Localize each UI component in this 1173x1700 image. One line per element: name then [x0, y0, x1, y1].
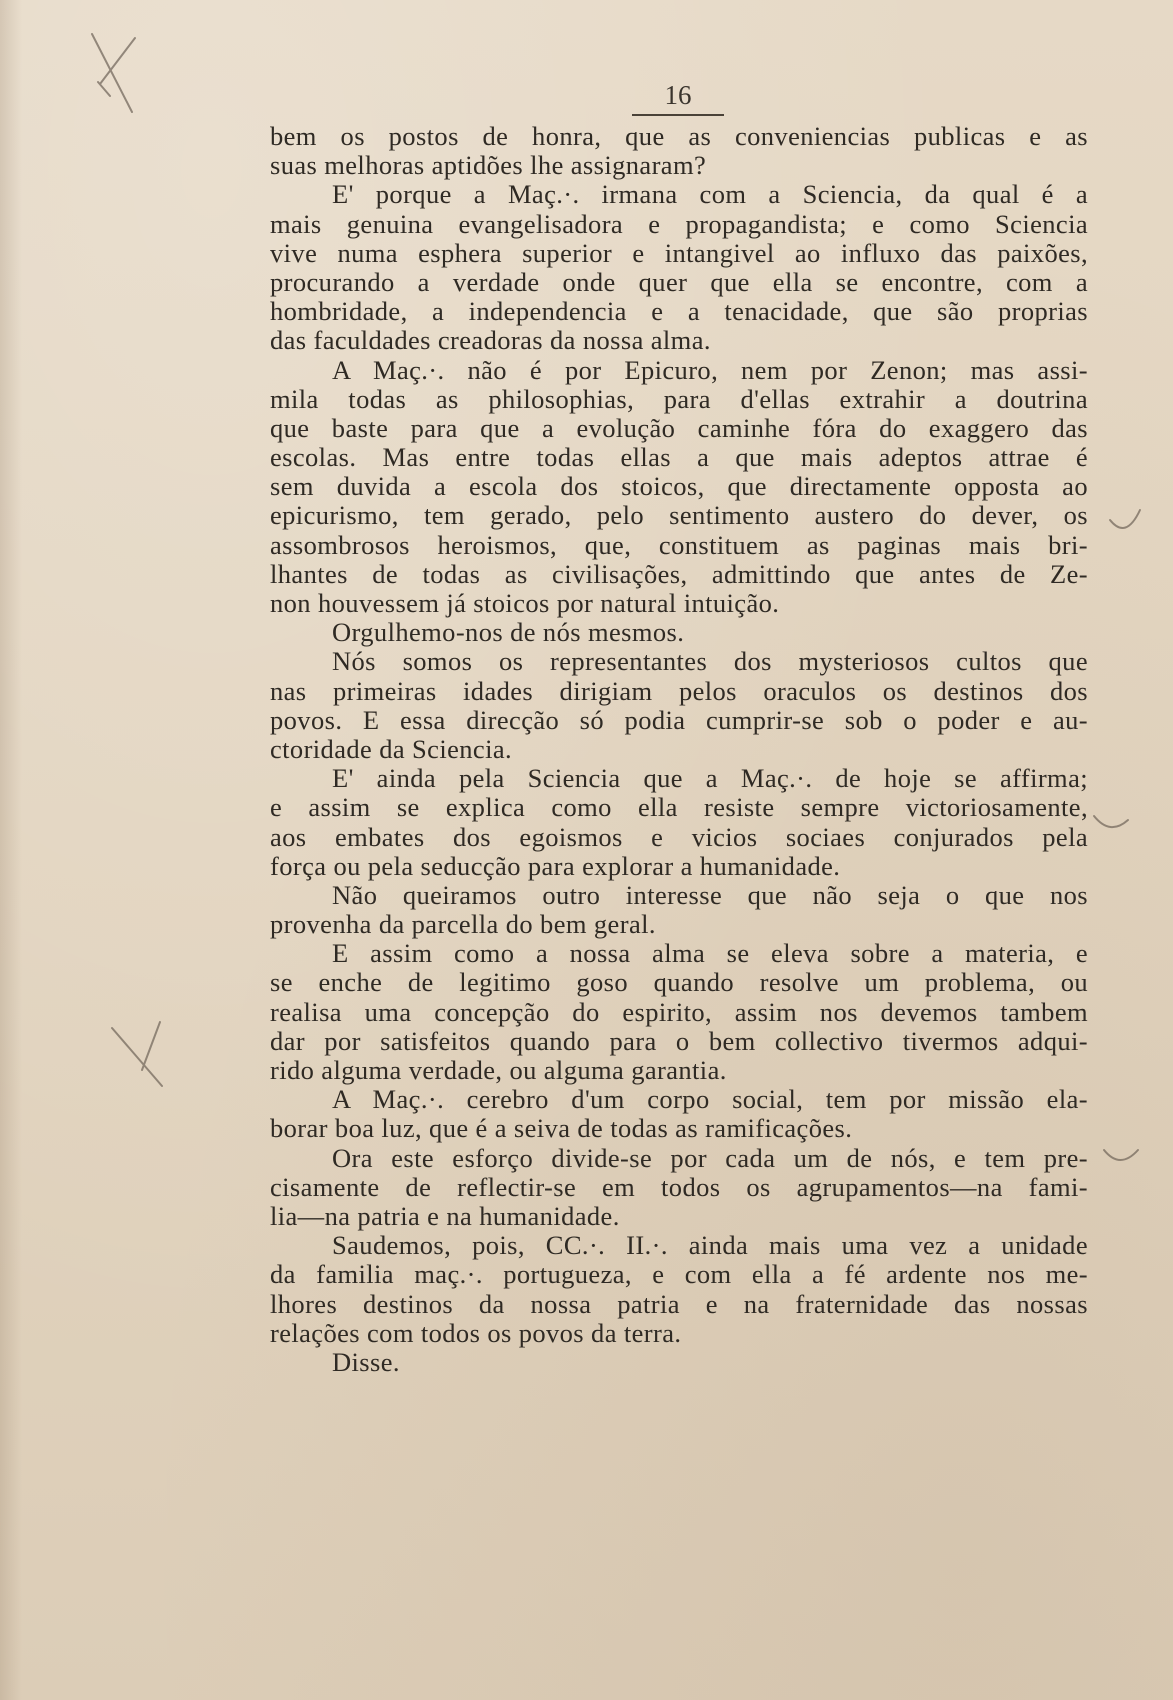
body-text: [270, 122, 1088, 1377]
text-line: borar boa luz, que é a seiva de todas as ramificações.: [270, 1113, 853, 1144]
text-line: rido alguma verdade, ou alguma garantia.: [270, 1055, 727, 1085]
text-line: e assim se explica como ella resiste sempre victoriosamente,: [270, 792, 1088, 823]
text-line: procurando a verdade onde quer que ella se encontre, com a: [270, 266, 1088, 297]
pencil-mark-left-margin: [112, 1022, 162, 1086]
text-line: nas primeiras idades dirigiam pelos oraculos os destinos dos: [270, 675, 1088, 706]
text-line: epicurismo, tem gerado, pelo sentimento austero do dever, os: [270, 500, 1088, 531]
text-line: que baste para que a evolução caminhe fóra do exaggero das: [270, 412, 1088, 443]
text-line: dar por satisfeitos quando para o bem collectivo tivermos adqui-: [270, 1025, 1088, 1056]
text-line: Não queiramos outro interesse que não seja o que nos: [332, 879, 1088, 910]
pencil-mark-right-margin-lower: [1104, 1150, 1138, 1160]
text-line: da familia maç.·. portugueza, e com ella a fé ardente nos me-: [270, 1259, 1088, 1290]
pencil-mark-right-margin: [1094, 816, 1128, 827]
text-line: vive numa esphera superior e intangivel ao influxo das paixões,: [270, 237, 1088, 268]
text-line: A Maç.·. não é por Epicuro, nem por Zenon; mas assi-: [332, 354, 1088, 385]
text-line: Nós somos os representantes dos mysteriosos cultos que: [332, 646, 1088, 677]
text-line: Saudemos, pois, CC.·. II.·. ainda mais uma vez a unidade: [332, 1230, 1088, 1261]
page-number-rule: [632, 114, 724, 116]
text-line: escolas. Mas entre todas ellas a que mais adeptos attrae é: [270, 442, 1088, 473]
text-line: relações com todos os povos da terra.: [270, 1317, 682, 1348]
pencil-mark-top-left: [92, 34, 132, 112]
text-line: Orgulhemo-nos de nós mesmos.: [332, 617, 685, 648]
text-line: hombridade, a independencia e a tenacidade, que são proprias: [270, 296, 1088, 327]
text-line: lhantes de todas as civilisações, admittindo que antes de Ze-: [270, 558, 1088, 589]
text-line: E assim como a nossa alma se eleva sobre a materia, e: [332, 938, 1088, 969]
page-number: 16: [664, 80, 692, 110]
text-line: Disse.: [332, 1346, 400, 1377]
text-line: aos embates dos egoismos e vicios sociaes conjurados pela: [270, 821, 1088, 852]
text-line: sem duvida a escola dos stoicos, que directamente opposta ao: [270, 471, 1088, 502]
text-line: se enche de legitimo goso quando resolve um problema, ou: [270, 967, 1088, 998]
text-line: povos. E essa direcção só podia cumprir-se sob o poder e au-: [270, 704, 1088, 735]
pencil-mark-top-left-cross: [98, 38, 135, 96]
text-line: non houvessem já stoicos por natural intuição.: [270, 588, 780, 618]
pencil-mark-right-margin-upper: [1110, 510, 1140, 528]
text-line: provenha da parcella do bem geral.: [270, 909, 656, 940]
text-line: suas melhoras aptidões lhe assignaram?: [270, 150, 707, 181]
text-line: das faculdades creadoras da nossa alma.: [270, 325, 711, 356]
text-line: cisamente de reflectir-se em todos os agrupamentos—na fami-: [270, 1171, 1088, 1202]
text-line: lhores destinos da nossa patria e na fraternidade das nossas: [270, 1288, 1088, 1319]
text-line: lia—na patria e na humanidade.: [270, 1200, 620, 1231]
text-line: realisa uma concepção do espirito, assim nos devemos tambem: [270, 996, 1088, 1027]
text-line: E' ainda pela Sciencia que a Maç.·. de hoje se affirma;: [332, 763, 1088, 794]
text-line: assombrosos heroismos, que, constituem as paginas mais bri-: [270, 529, 1088, 560]
page-edge-shadow: [0, 0, 22, 1700]
text-line: bem os postos de honra, que as conveniencias publicas e as: [270, 121, 1088, 151]
text-line: Ora este esforço divide-se por cada um de nós, e tem pre-: [332, 1142, 1088, 1173]
text-line: mila todas as philosophias, para d'ellas extrahir a doutrina: [270, 383, 1088, 414]
text-line: A Maç.·. cerebro d'um corpo social, tem por missão ela-: [332, 1084, 1088, 1115]
text-line: ctoridade da Sciencia.: [270, 733, 513, 764]
text-line: E' porque a Maç.·. irmana com a Sciencia, da qual é a: [332, 179, 1088, 210]
text-line: mais genuina evangelisadora e propagandista; e como Sciencia: [270, 208, 1088, 239]
text-line: força ou pela seducção para explorar a humanidade.: [270, 850, 841, 881]
